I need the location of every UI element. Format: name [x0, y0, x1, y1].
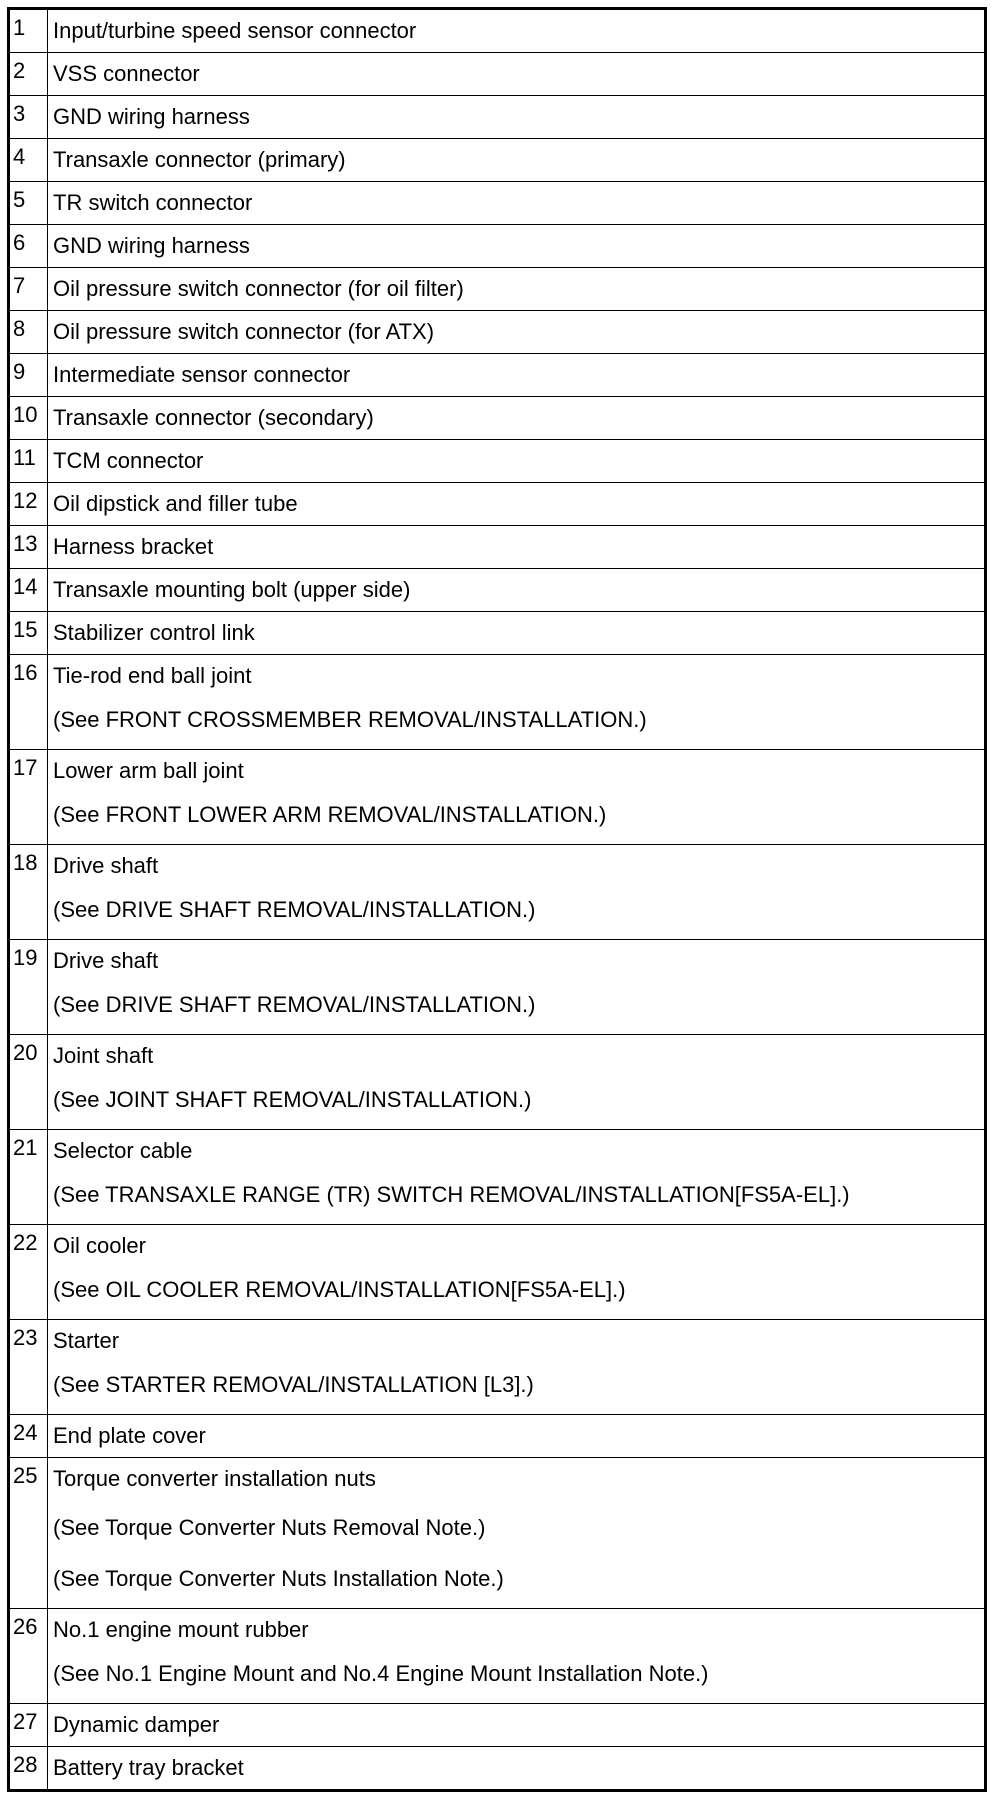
item-number: 17 [9, 750, 48, 845]
table-row [9, 397, 986, 440]
item-number: 5 [9, 182, 48, 225]
item-label: Battery tray bracket [53, 1755, 244, 1780]
item-label: TCM connector [53, 448, 204, 473]
item-reference-link[interactable]: (See FRONT LOWER ARM REMOVAL/INSTALLATION.) [53, 802, 607, 827]
item-label: Stabilizer control link [53, 620, 255, 645]
table-row [9, 1415, 986, 1458]
table-row [9, 1747, 986, 1791]
item-reference-link[interactable]: (See TRANSAXLE RANGE (TR) SWITCH REMOVAL/INSTALLATION[FS5A-EL].) [53, 1182, 850, 1207]
item-description [48, 1035, 986, 1130]
table-row [9, 225, 986, 268]
item-number: 7 [9, 268, 48, 311]
item-description [48, 569, 986, 612]
item-label: Transaxle mounting bolt (upper side) [53, 577, 411, 602]
item-number: 24 [9, 1415, 48, 1458]
item-label: Intermediate sensor connector [53, 362, 351, 387]
item-number: 22 [9, 1225, 48, 1320]
item-description [48, 655, 986, 750]
table-row [9, 440, 986, 483]
item-reference-link[interactable]: (See No.1 Engine Mount and No.4 Engine Mount Installation Note.) [53, 1661, 709, 1686]
item-label: Starter [53, 1328, 120, 1353]
item-description [48, 1609, 986, 1704]
item-number: 4 [9, 139, 48, 182]
item-label: Drive shaft [53, 948, 159, 973]
item-label: Tie-rod end ball joint [53, 663, 252, 688]
item-label: TR switch connector [53, 190, 253, 215]
table-row [9, 940, 986, 1035]
item-reference-link[interactable]: (See JOINT SHAFT REMOVAL/INSTALLATION.) [53, 1087, 532, 1112]
table-row [9, 268, 986, 311]
item-label: Dynamic damper [53, 1712, 220, 1737]
item-number: 16 [9, 655, 48, 750]
component-table [7, 7, 987, 1792]
item-number: 2 [9, 53, 48, 96]
table-row [9, 1320, 986, 1415]
table-row [9, 354, 986, 397]
item-description [48, 9, 986, 53]
item-number: 27 [9, 1704, 48, 1747]
item-number: 1 [9, 9, 48, 53]
item-description [48, 483, 986, 526]
item-reference-link[interactable]: (See OIL COOLER REMOVAL/INSTALLATION[FS5A-EL].) [53, 1277, 626, 1302]
item-description [48, 845, 986, 940]
item-number: 28 [9, 1747, 48, 1791]
table-row [9, 9, 986, 53]
item-number: 3 [9, 96, 48, 139]
item-reference-link[interactable]: (See Torque Converter Nuts Removal Note.) [53, 1515, 486, 1540]
item-number: 9 [9, 354, 48, 397]
item-number: 18 [9, 845, 48, 940]
item-reference-link[interactable]: (See DRIVE SHAFT REMOVAL/INSTALLATION.) [53, 992, 536, 1017]
item-number: 19 [9, 940, 48, 1035]
item-number: 13 [9, 526, 48, 569]
item-label: End plate cover [53, 1423, 206, 1448]
item-description [48, 268, 986, 311]
table-row [9, 182, 986, 225]
table-row [9, 1225, 986, 1320]
item-label: Oil dipstick and filler tube [53, 491, 298, 516]
item-description [48, 526, 986, 569]
table-row [9, 483, 986, 526]
table-row [9, 612, 986, 655]
item-reference-link[interactable]: (See STARTER REMOVAL/INSTALLATION [L3].) [53, 1372, 534, 1397]
item-number: 12 [9, 483, 48, 526]
item-label: Torque converter installation nuts [53, 1466, 376, 1491]
table-row [9, 1458, 986, 1609]
item-description [48, 397, 986, 440]
item-label: Oil cooler [53, 1233, 146, 1258]
item-label: Joint shaft [53, 1043, 154, 1068]
item-description [48, 182, 986, 225]
item-reference-link[interactable]: (See Torque Converter Nuts Installation Note.) [53, 1566, 504, 1591]
item-number: 20 [9, 1035, 48, 1130]
table-row [9, 1035, 986, 1130]
item-description [48, 940, 986, 1035]
item-label: GND wiring harness [53, 233, 250, 258]
item-number: 11 [9, 440, 48, 483]
item-description [48, 96, 986, 139]
item-label: Selector cable [53, 1138, 193, 1163]
component-table-body [9, 9, 986, 1791]
item-label: Oil pressure switch connector (for oil filter) [53, 276, 464, 301]
table-row [9, 96, 986, 139]
item-reference-link[interactable]: (See DRIVE SHAFT REMOVAL/INSTALLATION.) [53, 897, 536, 922]
table-row [9, 526, 986, 569]
item-number: 23 [9, 1320, 48, 1415]
item-number: 8 [9, 311, 48, 354]
item-description [48, 1415, 986, 1458]
item-description [48, 612, 986, 655]
item-description [48, 440, 986, 483]
item-description [48, 311, 986, 354]
item-description [48, 225, 986, 268]
table-row [9, 1130, 986, 1225]
item-description [48, 1747, 986, 1791]
item-label: Drive shaft [53, 853, 159, 878]
item-label: Transaxle connector (primary) [53, 147, 346, 172]
item-description [48, 1458, 986, 1609]
item-description [48, 1130, 986, 1225]
item-label: VSS connector [53, 61, 200, 86]
item-description [48, 750, 986, 845]
item-description [48, 139, 986, 182]
item-number: 6 [9, 225, 48, 268]
table-row [9, 1609, 986, 1704]
item-label: Transaxle connector (secondary) [53, 405, 374, 430]
item-label: Oil pressure switch connector (for ATX) [53, 319, 435, 344]
item-label: No.1 engine mount rubber [53, 1617, 309, 1642]
table-row [9, 139, 986, 182]
item-label: Input/turbine speed sensor connector [53, 18, 417, 43]
table-row [9, 1704, 986, 1747]
table-row [9, 750, 986, 845]
item-number: 25 [9, 1458, 48, 1609]
item-number: 14 [9, 569, 48, 612]
table-row [9, 53, 986, 96]
item-description [48, 1225, 986, 1320]
item-description [48, 354, 986, 397]
item-number: 21 [9, 1130, 48, 1225]
item-description [48, 1320, 986, 1415]
item-label: GND wiring harness [53, 104, 250, 129]
item-label: Lower arm ball joint [53, 758, 244, 783]
table-row [9, 569, 986, 612]
table-row [9, 845, 986, 940]
item-number: 15 [9, 612, 48, 655]
item-description [48, 53, 986, 96]
item-number: 26 [9, 1609, 48, 1704]
item-reference-link[interactable]: (See FRONT CROSSMEMBER REMOVAL/INSTALLATION.) [53, 707, 647, 732]
table-row [9, 655, 986, 750]
table-row [9, 311, 986, 354]
item-description [48, 1704, 986, 1747]
item-number: 10 [9, 397, 48, 440]
item-label: Harness bracket [53, 534, 214, 559]
